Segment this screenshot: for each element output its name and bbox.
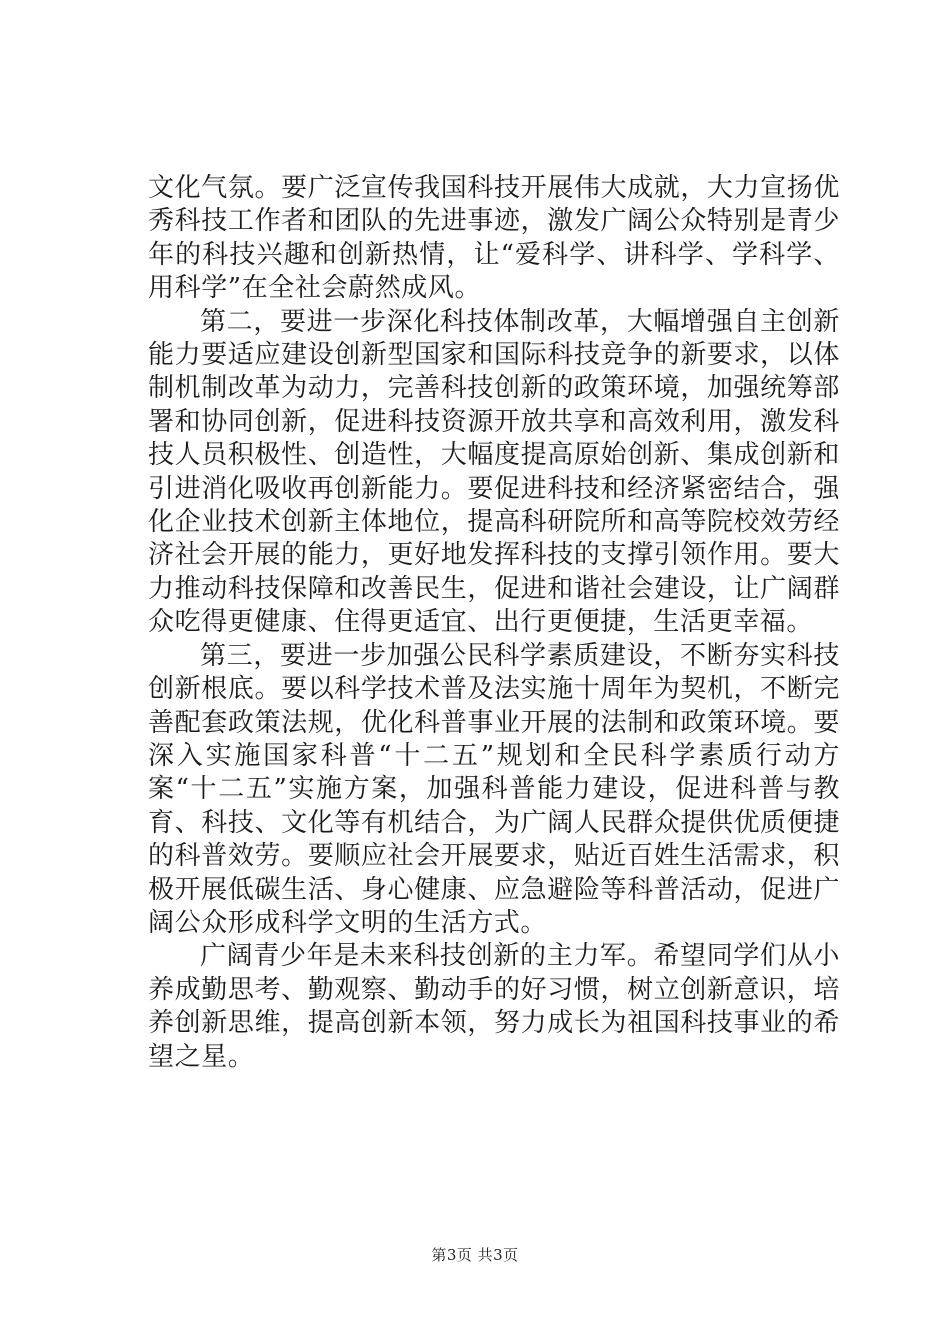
paragraph-2: 第二，要进一步深化科技体制改革，大幅增强自主创新能力要适应建设创新型国家和国际科技竞争的新要求，以体制机制改革为动力，完善科技创新的政策环境，加强统筹部署和协同创新，促进科技资源开放共享和高效利用，激发科技人员积极性、创造性，大幅度提高原始创新、集成创新和引进消化吸收再创新能力。要促进科技和经济紧密结合，强化企业技术创新主体地位，提高科研院所和高等院校效劳经济社会开展的能力，更好地发挥科技的支撑引领作用。要大力推动科技保障和改善民生，促进和谐社会建设，让广阔群众吃得更健康、住得更适宜、出行更便捷，生活更幸福。 [148, 306, 840, 638]
document-body [148, 172, 840, 1074]
paragraph-1: 文化气氛。要广泛宣传我国科技开展伟大成就，大力宣扬优秀科技工作者和团队的先进事迹，激发广阔公众特别是青少年的科技兴趣和创新热情，让“爱科学、讲科学、学科学、用科学”在全社会蔚然成风。 [148, 173, 840, 304]
paragraph-4: 广阔青少年是未来科技创新的主力军。希望同学们从小养成勤思考、勤观察、勤动手的好习惯，树立创新意识，培养创新思维，提高创新本领，努力成长为祖国科技事业的希望之星。 [148, 941, 840, 1072]
paragraph-3: 第三，要进一步加强公民科学素质建设，不断夯实科技创新根底。要以科学技术普及法实施十周年为契机，不断完善配套政策法规，优化科普事业开展的法制和政策环境。要深入实施国家科普“十二五”规划和全民科学素质行动方案“十二五”实施方案，加强科普能力建设，促进科普与教育、科技、文化等有机结合，为广阔人民群众提供优质便捷的科普效劳。要顺应社会开展要求，贴近百姓生活需求，积极开展低碳生活、身心健康、应急避险等科普活动，促进广阔公众形成科学文明的生活方式。 [148, 640, 840, 938]
page-number-footer: 第3页 共3页 [431, 1246, 519, 1264]
